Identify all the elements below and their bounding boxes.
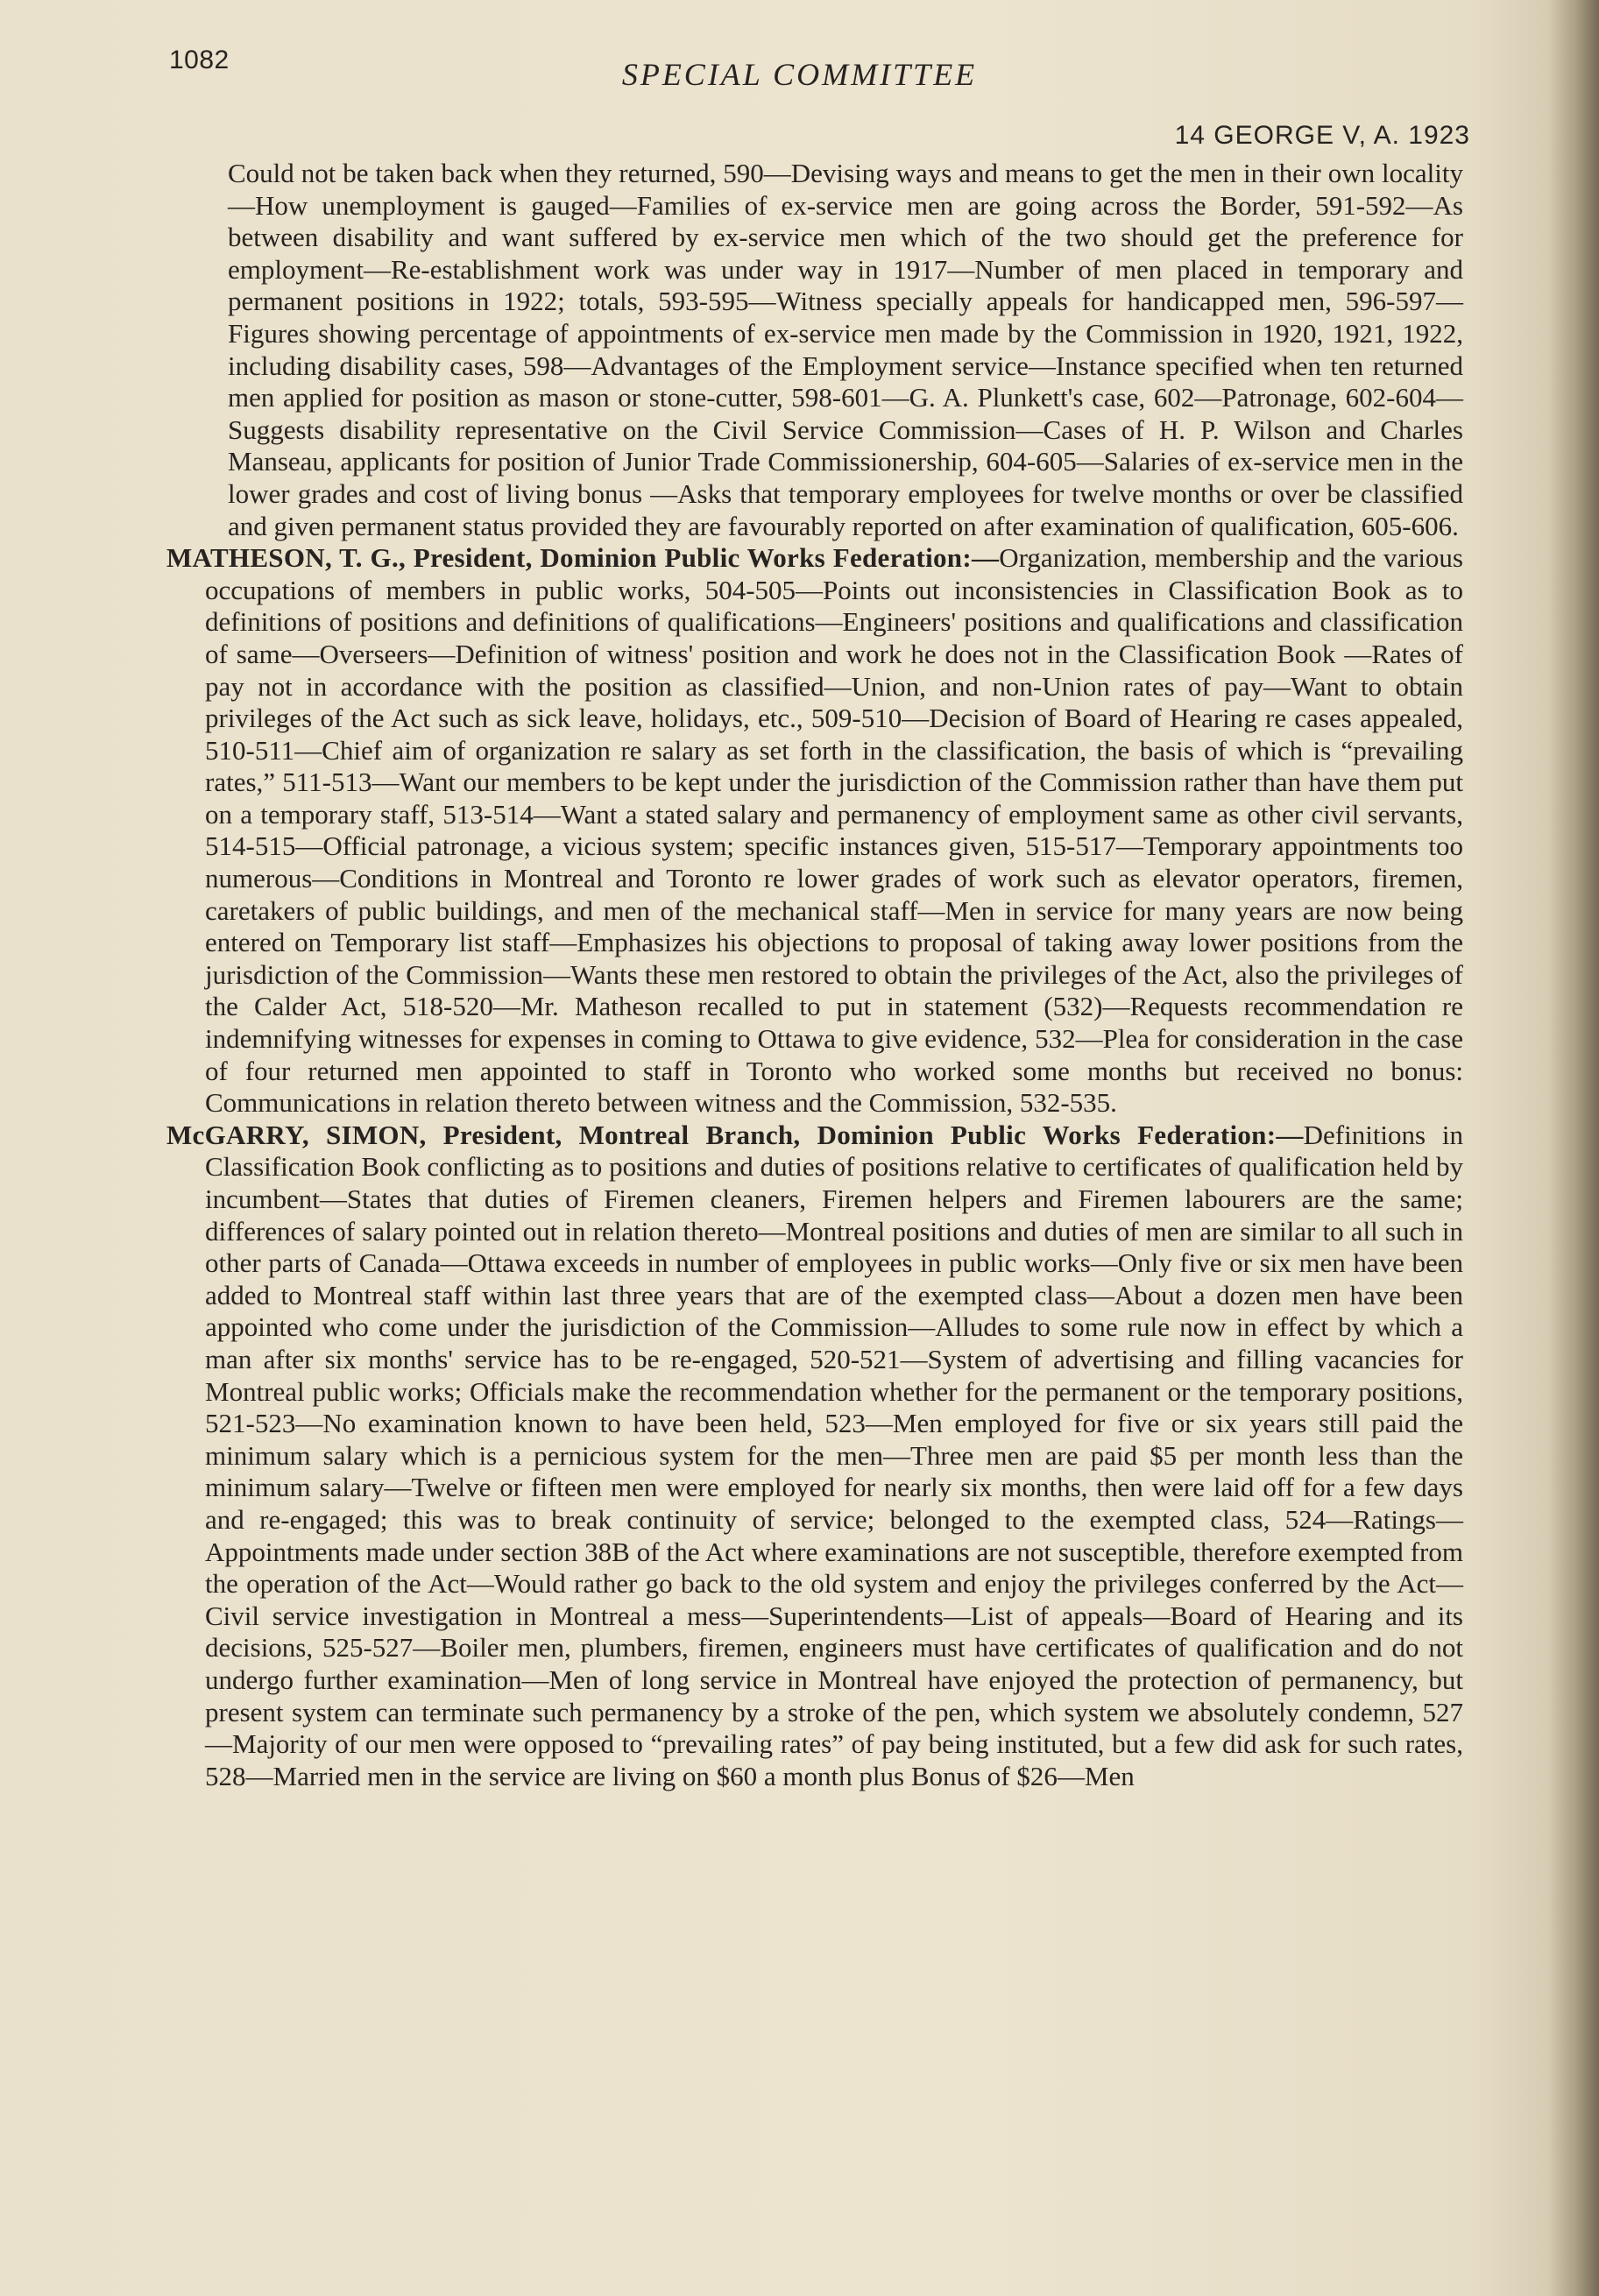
index-entry-matheson (166, 542, 1463, 1120)
entry-text: Organization, membership and the various occupations of members in public works, 504-505—Points out inconsistencies in Classification Book as to definitions of positions and definitions of qualifications—Engineers' positions and qualifications and classification of same—Overseers—Definition of witness' position and work he does not in the Classification Book —Rates of pay not in accordance with the position as classified—Union, and non-Union rates of pay—Want to obtain privileges of the Act such as sick leave, holidays, etc., 509-510—Decision of Board of Hearing re cases appealed, 510-511—Chief aim of organization re salary as set forth in the classification, the basis of which is “prevailing rates,” 511-513—Want our members to be kept under the jurisdiction of the Commission rather than have them put on a temporary staff, 513-514—Want a stated salary and permanency of employment same as other civil servants, 514-515—Official patronage, a vicious system; specific instances given, 515-517—Temporary appointments too numerous—Conditions in Montreal and Toronto re lower grades of work such as elevator operators, firemen, caretakers of public buildings, and men of the mechanical staff—Men in service for many years are now being entered on Temporary list staff—Emphasizes his objections to proposal of taking away lower positions from the jurisdiction of the Commission—Wants these men restored to obtain the privileges of the Act, also the privileges of the Calder Act, 518-520—Mr. Matheson recalled to put in statement (532)—Requests recommendation re indemnifying witnesses for expenses in coming to Ottawa to give evidence, 532—Plea for consideration in the case of four returned men appointed to staff in Toronto who worked some months but received no bonus: Communications in relation thereto between witness and the Commission, 532-535. (205, 542, 1463, 1119)
continued-entry-text: Could not be taken back when they returned, 590—Devising ways and means to get the men in their own locality—How unemployment is gauged—Families of ex-service men are going across the Border, 591-592—As between disability and want suffered by ex-service men which of the two should get the preference for employment—Re-establishment work was under way in 1917—Number of men placed in temporary and permanent positions in 1922; totals, 593-595—Witness specially appeals for handicapped men, 596-597—Figures showing percentage of appointments of ex-service men made by the Commission in 1920, 1921, 1922, including disability cases, 598—Advantages of the Employment service—Instance specified when ten returned men applied for position as mason or stone-cutter, 598-601—G. A. Plunkett's case, 602—Patronage, 602-604—Suggests disability representative on the Civil Service Commission—Cases of H. P. Wilson and Charles Manseau, applicants for position of Junior Trade Commissionership, 604-605—Salaries of ex-service men in the lower grades and cost of living bonus —Asks that temporary employees for twelve months or over be classified and given permanent status provided they are favourably reported on after examination of qualification, 605-606. (228, 158, 1463, 541)
running-head: SPECIAL COMMITTEE (621, 57, 978, 92)
page-number: 1082 (169, 46, 230, 74)
entry-name: McGARRY, SIMON, President, Montreal Branch, Dominion Public Works Federation:— (166, 1119, 1304, 1150)
index-entry-mcgarry (166, 1120, 1463, 1792)
page-spine-shadow (1546, 0, 1599, 2296)
entry-text: Definitions in Classification Book conflicting as to positions and duties of positions relative to certificates of qualification held by incumbent—States that duties of Firemen cleaners, Firemen helpers and Firemen labourers are the same; differences of salary pointed out in relation thereto—Montreal positions and duties of men are similar to all such in other parts of Canada—Ottawa exceeds in number of employees in public works—Only five or six men have been added to Montreal staff within last three years that are of the exempted class—About a dozen men have been appointed who come under the jurisdiction of the Commission—Alludes to some rule now in effect by which a man after six months' service has to be re-engaged, 520-521—System of advertising and filling vacancies for Montreal public works; Officials make the recommendation whether for the permanent or the temporary positions, 521-523—No examination known to have been held, 523—Men employed for five or six years still paid the minimum salary which is a pernicious system for the men—Three men are paid $5 per month less than the minimum salary—Twelve or fifteen men were employed for nearly six months, then were laid off for a few days and re-engaged; this was to break continuity of service; belonged to the exempted class, 524—Ratings—Appointments made under section 38B of the Act where examinations are not susceptible, therefore exempted from the operation of the Act—Would rather go back to the old system and enjoy the privileges conferred by the Act—Civil service investigation in Montreal a mess—Superintendents—List of appeals—Board of Hearing and its decisions, 525-527—Boiler men, plumbers, firemen, engineers must have certificates of qualification and do not undergo further examination—Men of long service in Montreal have enjoyed the protection of permanency, but present system can terminate such permanency by a stroke of the pen, which system we absolutely condemn, 527—Majority of our men were opposed to “prevailing rates” of pay being instituted, but a few did ask for such rates, 528—Married men in the service are living on $60 a month plus Bonus of $26—Men (205, 1119, 1463, 1791)
session-line: 14 GEORGE V, A. 1923 (1174, 121, 1470, 150)
entry-name: MATHESON, T. G., President, Dominion Public Works Federation:— (166, 542, 1000, 574)
index-body (166, 158, 1463, 1792)
